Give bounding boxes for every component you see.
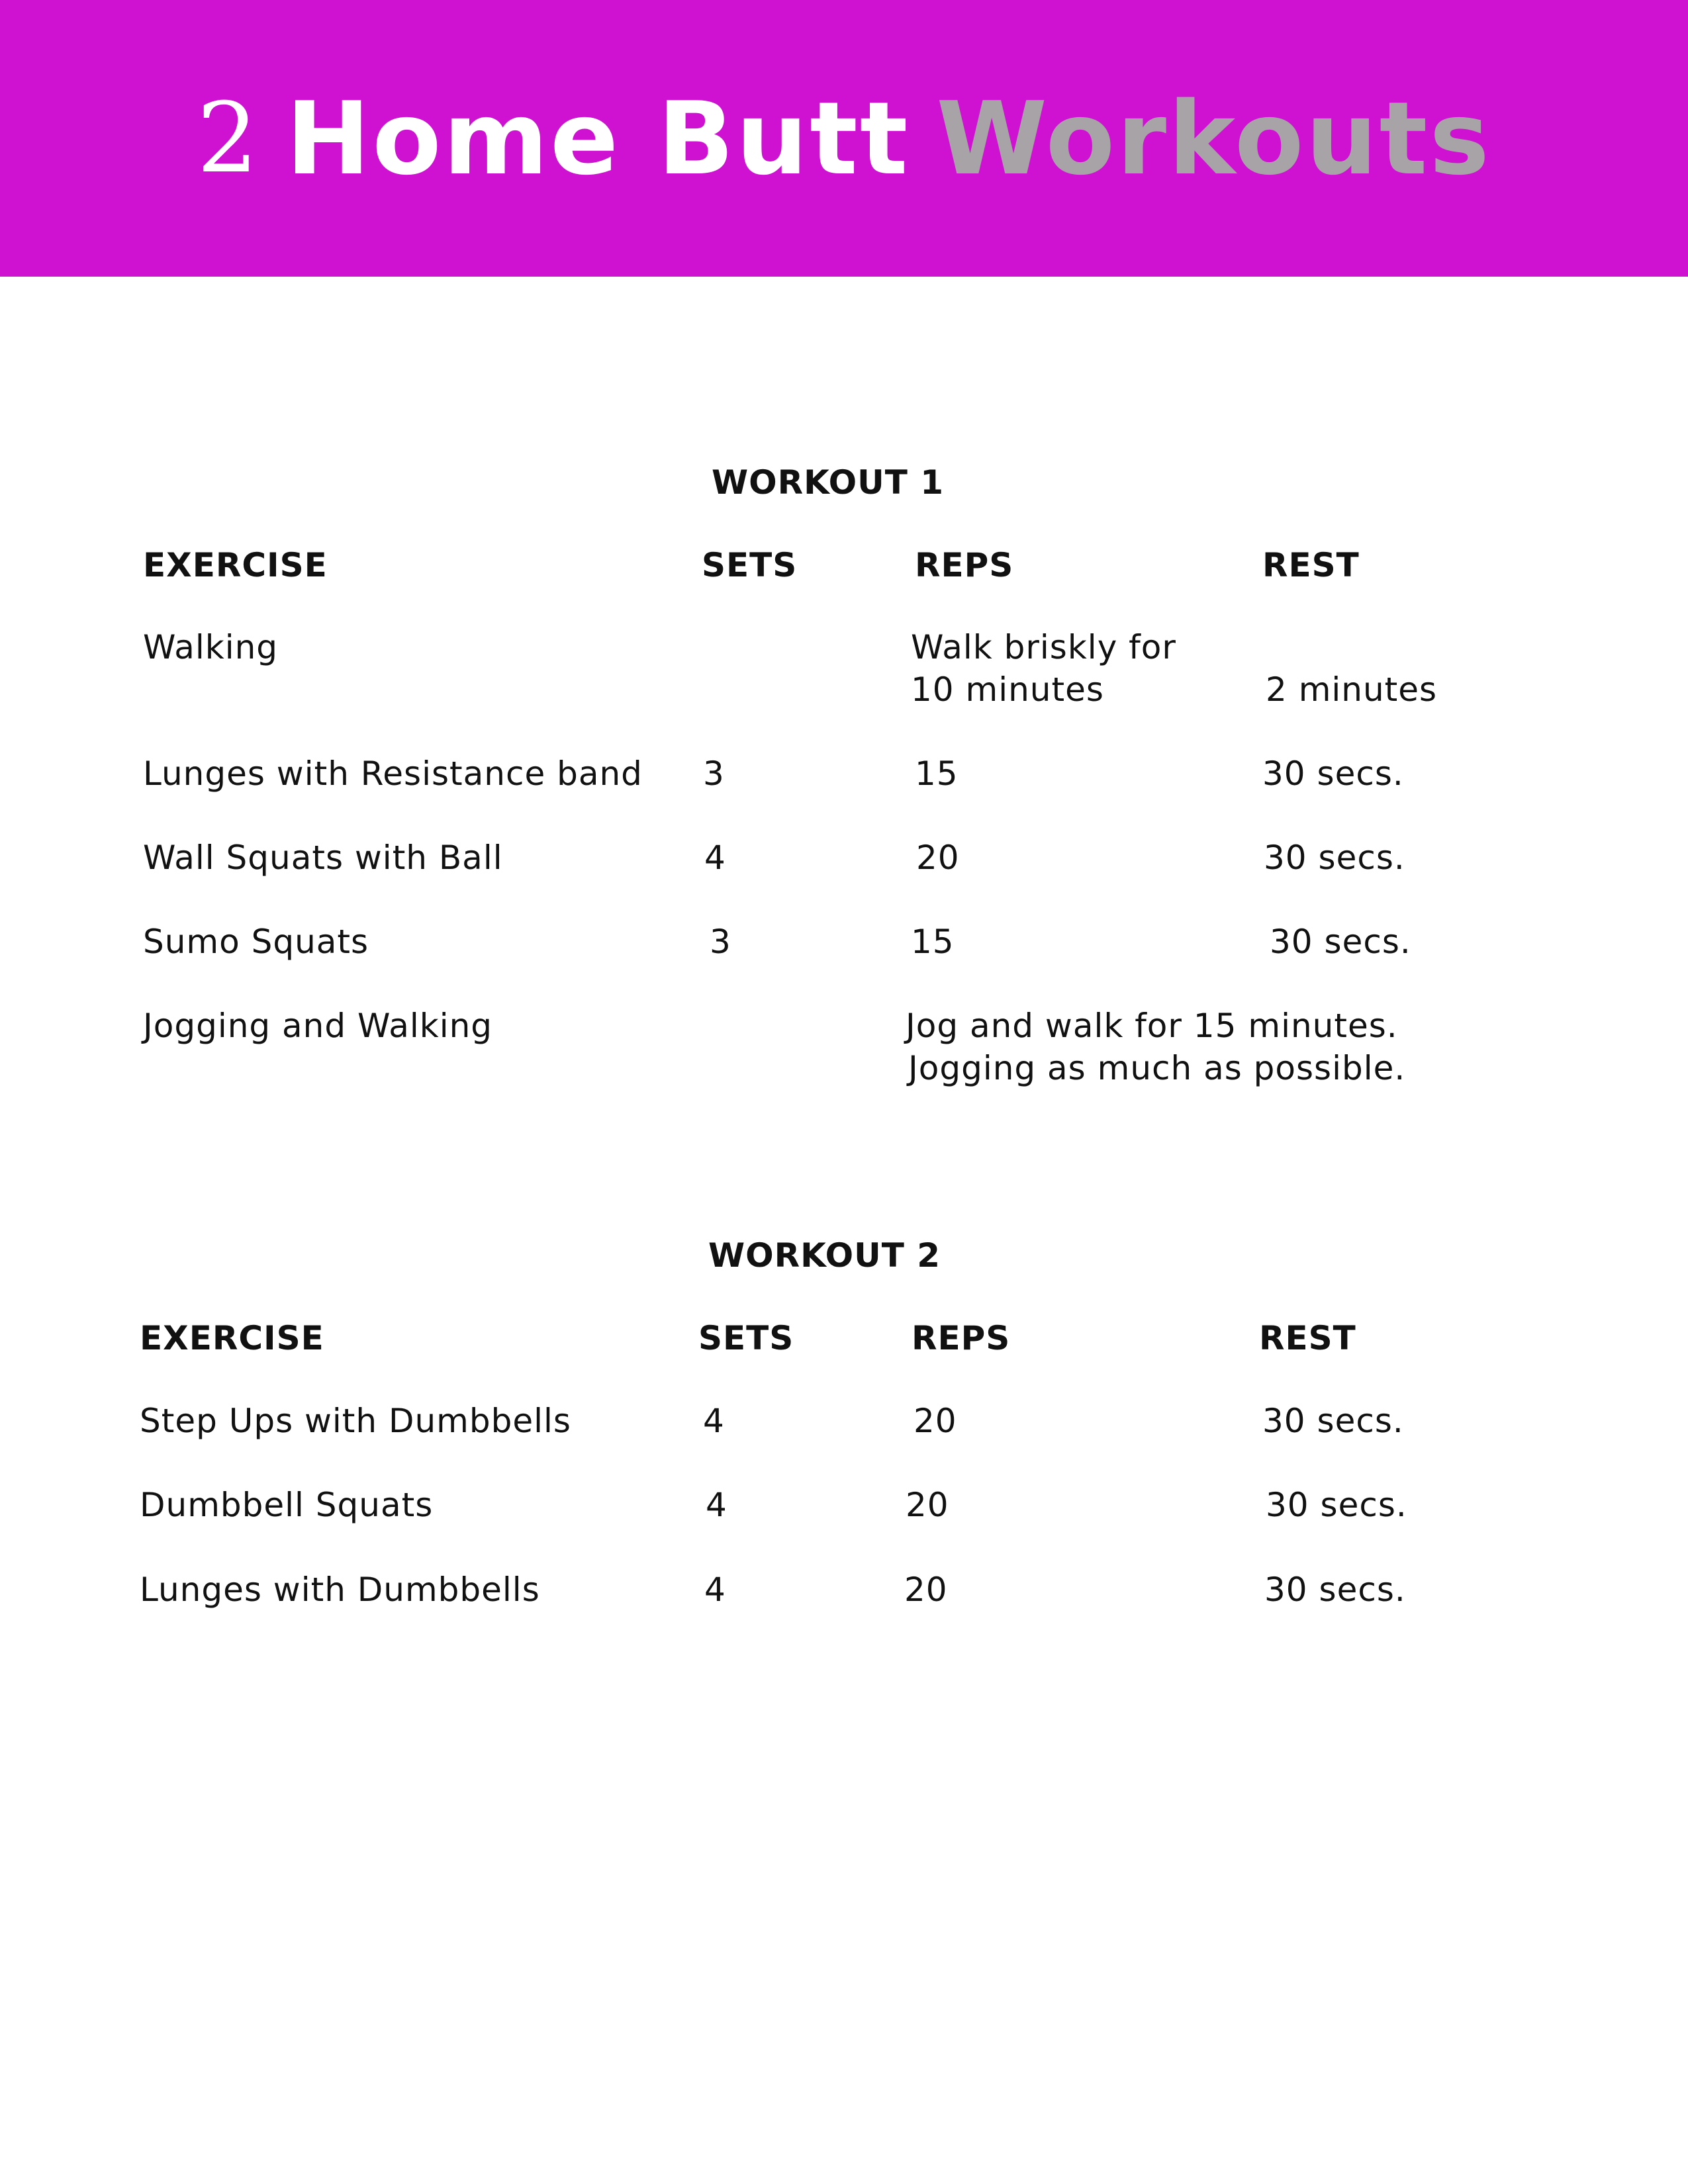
workout2-row3-exercise: Lunges with Dumbbells <box>140 1570 540 1609</box>
workout2-col-reps: REPS <box>912 1319 1011 1357</box>
workout2-col-rest: REST <box>1259 1319 1356 1357</box>
workout1-col-exercise: EXERCISE <box>143 546 328 584</box>
workout1-col-sets: SETS <box>702 546 798 584</box>
workout1-row2-reps: 15 <box>915 754 959 793</box>
title-main: Home Butt <box>286 79 910 197</box>
workout1-row5-reps-line2: Jogging as much as possible. <box>908 1049 1406 1087</box>
workout1-row4-rest: 30 secs. <box>1270 923 1411 961</box>
workout2-row3-rest: 30 secs. <box>1264 1570 1406 1609</box>
workout2-row2-rest: 30 secs. <box>1266 1486 1407 1524</box>
workout1-row3-exercise: Wall Squats with Ball <box>143 839 503 877</box>
workout2-title: WORKOUT 2 <box>708 1236 941 1275</box>
workout1-title: WORKOUT 1 <box>712 463 945 502</box>
workout2-row1-exercise: Step Ups with Dumbbells <box>140 1402 571 1440</box>
page-title <box>0 0 1688 277</box>
workout1-row3-rest: 30 secs. <box>1264 839 1405 877</box>
workout1-col-reps: REPS <box>915 546 1014 584</box>
workout2-row2-exercise: Dumbbell Squats <box>140 1486 434 1524</box>
workout1-row2-exercise: Lunges with Resistance band <box>143 754 643 793</box>
workout2-col-exercise: EXERCISE <box>140 1319 324 1357</box>
workout1-row2-rest: 30 secs. <box>1262 754 1404 793</box>
workout1-row1-reps-line2: 10 minutes <box>911 670 1104 709</box>
title-number: 2 <box>197 82 259 195</box>
workout1-row4-reps: 15 <box>911 923 955 961</box>
workout2-row2-reps: 20 <box>906 1486 949 1524</box>
workout2-row1-rest: 30 secs. <box>1262 1402 1404 1440</box>
workout2-row3-sets: 4 <box>704 1570 726 1609</box>
workout1-row4-exercise: Sumo Squats <box>143 923 369 961</box>
workout1-row1-reps-line1: Walk briskly for <box>911 628 1176 666</box>
workout2-col-sets: SETS <box>698 1319 794 1357</box>
workout1-row4-sets: 3 <box>710 923 731 961</box>
workout1-row3-sets: 4 <box>704 839 726 877</box>
workout1-row2-sets: 3 <box>703 754 725 793</box>
workout1-row1-exercise: Walking <box>143 628 279 666</box>
title-accent: Workouts <box>936 79 1491 197</box>
workout1-row5-reps-line1: Jog and walk for 15 minutes. <box>906 1007 1398 1045</box>
workout1-row3-reps: 20 <box>916 839 960 877</box>
workout2-row1-sets: 4 <box>703 1402 725 1440</box>
workout1-col-rest: REST <box>1262 546 1360 584</box>
workout1-row1-rest: 2 minutes <box>1266 670 1438 709</box>
workout2-row1-reps: 20 <box>914 1402 957 1440</box>
workout2-row3-reps: 20 <box>904 1570 948 1609</box>
workout2-row2-sets: 4 <box>706 1486 727 1524</box>
workout1-row5-exercise: Jogging and Walking <box>143 1007 493 1045</box>
